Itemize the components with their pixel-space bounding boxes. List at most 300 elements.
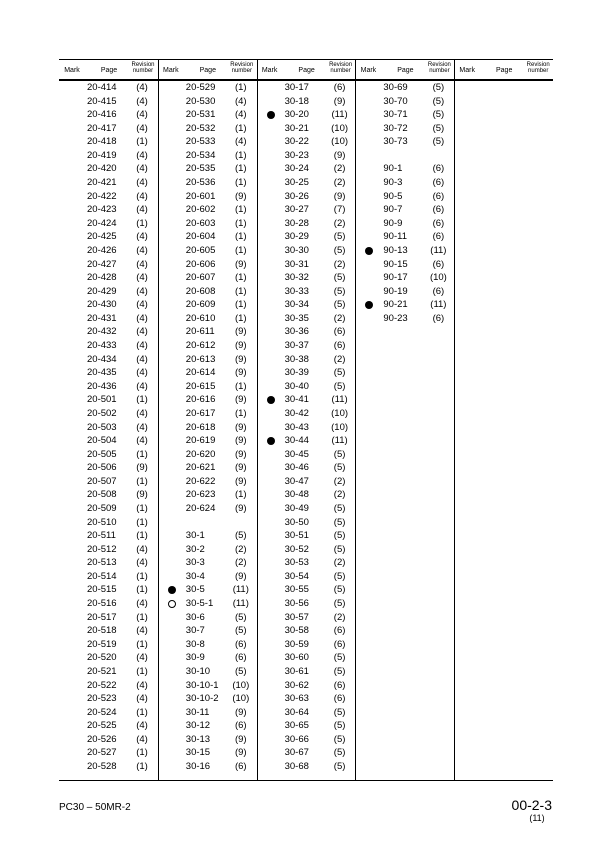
revision-number: (1) bbox=[234, 299, 247, 311]
footer-revision: (11) bbox=[529, 813, 545, 823]
revision-number: (1) bbox=[136, 530, 148, 542]
header-revision: Revision number bbox=[131, 62, 155, 74]
revision-number: (1) bbox=[234, 407, 247, 419]
revision-number: (1) bbox=[136, 761, 148, 772]
page-number: 20-521 bbox=[87, 665, 117, 677]
page-number: 20-502 bbox=[87, 407, 117, 419]
page-number: 20-520 bbox=[87, 652, 117, 664]
revision-number: (9) bbox=[234, 462, 247, 474]
page-number: 20-415 bbox=[87, 95, 117, 107]
page-number: 30-38 bbox=[284, 353, 309, 365]
header-revision: Revision number bbox=[329, 62, 353, 74]
page-number: 20-518 bbox=[87, 625, 117, 637]
page-number: 30-56 bbox=[284, 598, 309, 610]
table-top-rule bbox=[59, 59, 553, 60]
page-number: 90-13 bbox=[383, 244, 408, 256]
revision-number: (1) bbox=[234, 163, 247, 175]
revision-number: (6) bbox=[432, 190, 445, 202]
page-number: 30-37 bbox=[284, 340, 309, 352]
revision-number: (6) bbox=[333, 82, 346, 93]
revision-number: (4) bbox=[234, 109, 247, 121]
revision-number: (6) bbox=[333, 693, 346, 705]
revision-number: (6) bbox=[333, 679, 346, 691]
revision-number: (6) bbox=[234, 652, 247, 664]
page-number: 20-504 bbox=[87, 435, 117, 447]
page-number: 30-5-1 bbox=[185, 598, 214, 610]
page-number: 20-534 bbox=[185, 149, 216, 161]
page-number: 20-623 bbox=[185, 489, 216, 501]
page-number: 30-45 bbox=[284, 448, 309, 460]
page-number: 20-436 bbox=[87, 380, 117, 392]
page-number: 30-13 bbox=[185, 733, 211, 745]
page-number: 20-506 bbox=[87, 462, 117, 474]
page-number: 30-61 bbox=[284, 665, 309, 677]
revision-number: (11) bbox=[331, 435, 348, 447]
page-number: 20-517 bbox=[87, 611, 117, 623]
page-number: 20-527 bbox=[87, 747, 117, 759]
page-number: 20-423 bbox=[87, 204, 117, 216]
revision-number: (5) bbox=[333, 231, 346, 243]
revision-number: (5) bbox=[333, 272, 346, 284]
page-number: 20-414 bbox=[87, 82, 117, 93]
revision-number: (9) bbox=[234, 340, 247, 352]
revision-number: (1) bbox=[234, 82, 247, 93]
header-page: Page bbox=[397, 67, 414, 74]
revision-number: (4) bbox=[136, 598, 148, 610]
filled-bullet-icon bbox=[267, 437, 275, 445]
header-revision: Revision number bbox=[526, 62, 550, 74]
page-number: 30-34 bbox=[284, 299, 309, 311]
revision-number: (11) bbox=[430, 299, 447, 311]
revision-number: (5) bbox=[333, 516, 346, 528]
revision-number: (4) bbox=[136, 177, 148, 189]
revision-number: (9) bbox=[234, 570, 247, 582]
page-number: 90-9 bbox=[383, 217, 403, 229]
column-separator bbox=[454, 59, 455, 781]
revision-number: (4) bbox=[136, 367, 148, 379]
revision-number: (5) bbox=[333, 244, 346, 256]
revision-number: (9) bbox=[234, 502, 247, 514]
column-separator bbox=[158, 59, 159, 781]
revision-number: (6) bbox=[432, 204, 445, 216]
revision-number: (9) bbox=[234, 747, 247, 759]
revision-number: (9) bbox=[333, 190, 346, 202]
page-number: 30-44 bbox=[284, 435, 309, 447]
page-number: 20-421 bbox=[87, 177, 117, 189]
revision-number: (5) bbox=[234, 530, 247, 542]
revision-number: (9) bbox=[234, 394, 247, 406]
page-number: 20-514 bbox=[87, 570, 117, 582]
revision-number: (6) bbox=[333, 340, 346, 352]
header-mark: Mark bbox=[261, 67, 278, 74]
revision-number: (4) bbox=[136, 557, 148, 569]
page-number: 30-40 bbox=[284, 380, 309, 392]
revision-number: (2) bbox=[333, 163, 346, 175]
revision-number: (1) bbox=[136, 665, 148, 677]
revision-number: (4) bbox=[136, 109, 148, 121]
revision-number: (6) bbox=[432, 285, 445, 297]
revision-number: (1) bbox=[234, 312, 247, 324]
revision-number: (1) bbox=[234, 380, 247, 392]
page-number: 30-33 bbox=[284, 285, 309, 297]
revision-number: (1) bbox=[234, 231, 247, 243]
header-page: Page bbox=[496, 67, 513, 74]
page-number: 90-15 bbox=[383, 258, 408, 270]
page-number: 30-64 bbox=[284, 706, 309, 718]
page-number: 30-29 bbox=[284, 231, 309, 243]
revision-number: (5) bbox=[333, 761, 346, 772]
page-number: 30-30 bbox=[284, 244, 309, 256]
page-number: 20-526 bbox=[87, 733, 117, 745]
revision-number: (11) bbox=[331, 394, 348, 406]
revision-number: (9) bbox=[234, 706, 247, 718]
page-number: 20-621 bbox=[185, 462, 216, 474]
revision-number: (4) bbox=[136, 149, 148, 161]
page-number: 30-11 bbox=[185, 706, 210, 718]
revision-number: (1) bbox=[234, 272, 247, 284]
revision-number: (4) bbox=[136, 163, 148, 175]
page-number: 20-513 bbox=[87, 557, 117, 569]
revision-number: (5) bbox=[333, 584, 346, 596]
revision-number: (2) bbox=[333, 312, 346, 324]
revision-number: (5) bbox=[432, 122, 445, 134]
page-number: 20-605 bbox=[185, 244, 216, 256]
page-number: 20-604 bbox=[185, 231, 216, 243]
revision-number: (4) bbox=[136, 326, 148, 338]
revision-number: (11) bbox=[331, 109, 348, 121]
page-number: 20-619 bbox=[185, 435, 216, 447]
revision-number: (9) bbox=[234, 421, 247, 433]
page-number: 30-42 bbox=[284, 407, 309, 419]
page-number: 20-432 bbox=[87, 326, 117, 338]
page-number: 20-602 bbox=[185, 204, 216, 216]
revision-number: (9) bbox=[234, 326, 247, 338]
header-revision: Revision number bbox=[427, 62, 451, 74]
page-number: 30-71 bbox=[383, 109, 408, 121]
page-number: 30-4 bbox=[185, 570, 205, 582]
revision-number: (5) bbox=[234, 625, 247, 637]
page-number: 30-1 bbox=[185, 530, 205, 542]
page-number: 30-35 bbox=[284, 312, 309, 324]
page-number: 20-531 bbox=[185, 109, 216, 121]
page-number: 30-25 bbox=[284, 177, 309, 189]
page-number: 90-5 bbox=[383, 190, 403, 202]
page-number: 20-515 bbox=[87, 584, 117, 596]
revision-number: (5) bbox=[234, 611, 247, 623]
page-number: 30-27 bbox=[284, 204, 309, 216]
revision-number: (5) bbox=[432, 95, 445, 107]
page-number: 30-70 bbox=[383, 95, 408, 107]
revision-number: (2) bbox=[333, 217, 346, 229]
revision-number: (4) bbox=[136, 652, 148, 664]
page-number: 90-3 bbox=[383, 177, 403, 189]
revision-number: (5) bbox=[432, 109, 445, 121]
page-number: 20-622 bbox=[185, 475, 216, 487]
revision-number: (7) bbox=[333, 204, 346, 216]
page-number: 20-422 bbox=[87, 190, 117, 202]
column-separator bbox=[355, 59, 356, 781]
header-mark: Mark bbox=[64, 67, 80, 74]
revision-number: (6) bbox=[432, 177, 445, 189]
column-separator bbox=[257, 59, 258, 781]
page-number: 30-20 bbox=[284, 109, 309, 121]
revision-number: (9) bbox=[234, 475, 247, 487]
revision-number: (2) bbox=[333, 557, 346, 569]
page-number: 30-8 bbox=[185, 638, 205, 650]
page-number: 30-31 bbox=[284, 258, 309, 270]
revision-number: (1) bbox=[136, 502, 148, 514]
page-number: 30-49 bbox=[284, 502, 309, 514]
page-number: 90-1 bbox=[383, 163, 403, 175]
page-number: 30-67 bbox=[284, 747, 309, 759]
page-number: 20-434 bbox=[87, 353, 117, 365]
page-number: 20-606 bbox=[185, 258, 216, 270]
revision-number: (6) bbox=[432, 312, 445, 324]
revision-number: (4) bbox=[234, 95, 247, 107]
revision-number: (2) bbox=[333, 353, 346, 365]
revision-number: (2) bbox=[333, 177, 346, 189]
revision-number: (1) bbox=[136, 516, 148, 528]
header-mark: Mark bbox=[163, 67, 179, 74]
revision-number: (5) bbox=[333, 747, 346, 759]
page-number: 30-69 bbox=[383, 82, 408, 93]
revision-number: (6) bbox=[234, 761, 247, 772]
revision-number: (5) bbox=[333, 706, 346, 718]
page-number: 30-43 bbox=[284, 421, 309, 433]
revision-number: (1) bbox=[136, 584, 148, 596]
revision-number: (6) bbox=[333, 326, 346, 338]
revision-number: (4) bbox=[136, 733, 148, 745]
page-number: 30-15 bbox=[185, 747, 211, 759]
revision-number: (6) bbox=[432, 163, 445, 175]
revision-number: (5) bbox=[333, 720, 346, 732]
revision-number: (5) bbox=[432, 136, 445, 148]
revision-number: (9) bbox=[136, 489, 148, 501]
revision-number: (6) bbox=[234, 638, 247, 650]
page-number: 30-36 bbox=[284, 326, 309, 338]
page-number: 20-620 bbox=[185, 448, 216, 460]
page-number: 30-10-1 bbox=[185, 679, 219, 691]
revision-number: (1) bbox=[234, 177, 247, 189]
revision-number: (4) bbox=[136, 679, 148, 691]
page-number: 90-23 bbox=[383, 312, 408, 324]
header-revision: Revision number bbox=[230, 62, 254, 74]
revision-number: (1) bbox=[136, 706, 148, 718]
revision-number: (5) bbox=[333, 733, 346, 745]
page-number: 30-9 bbox=[185, 652, 205, 664]
page-number: 20-535 bbox=[185, 163, 216, 175]
page-number: 30-62 bbox=[284, 679, 309, 691]
revision-number: (9) bbox=[136, 462, 148, 474]
page-number: 30-66 bbox=[284, 733, 309, 745]
revision-number: (4) bbox=[136, 421, 148, 433]
revision-number: (4) bbox=[136, 353, 148, 365]
page-number: 20-612 bbox=[185, 340, 216, 352]
page-number: 30-10-2 bbox=[185, 693, 219, 705]
revision-number: (1) bbox=[234, 285, 247, 297]
page-number: 20-425 bbox=[87, 231, 117, 243]
page-number: 20-427 bbox=[87, 258, 117, 270]
page-number: 30-72 bbox=[383, 122, 408, 134]
revision-number: (5) bbox=[333, 380, 346, 392]
revision-number: (4) bbox=[136, 543, 148, 555]
filled-bullet-icon bbox=[168, 586, 176, 594]
page-number: 30-65 bbox=[284, 720, 309, 732]
page-number: 20-433 bbox=[87, 340, 117, 352]
page-number: 20-608 bbox=[185, 285, 216, 297]
revision-number: (1) bbox=[136, 638, 148, 650]
revision-number: (1) bbox=[136, 136, 148, 148]
revision-number: (1) bbox=[234, 149, 247, 161]
page-number: 30-6 bbox=[185, 611, 205, 623]
footer-page-number: 00-2-3 bbox=[511, 797, 552, 813]
page-number: 30-17 bbox=[284, 82, 309, 93]
page-number: 20-624 bbox=[185, 502, 216, 514]
revision-number: (2) bbox=[333, 611, 346, 623]
page-number: 20-418 bbox=[87, 136, 117, 148]
revision-number: (2) bbox=[333, 475, 346, 487]
page-number: 20-429 bbox=[87, 285, 117, 297]
revision-number: (5) bbox=[432, 82, 445, 93]
open-bullet-icon bbox=[168, 600, 176, 608]
revision-number: (5) bbox=[333, 598, 346, 610]
page-number: 30-47 bbox=[284, 475, 309, 487]
revision-number: (1) bbox=[136, 475, 148, 487]
page-number: 30-21 bbox=[284, 122, 309, 134]
revision-number: (9) bbox=[333, 149, 346, 161]
page-number: 20-616 bbox=[185, 394, 216, 406]
revision-number: (1) bbox=[136, 217, 148, 229]
page-number: 30-63 bbox=[284, 693, 309, 705]
revision-number: (6) bbox=[432, 231, 445, 243]
page-number: 20-609 bbox=[185, 299, 216, 311]
page-number: 20-522 bbox=[87, 679, 117, 691]
revision-number: (6) bbox=[333, 638, 346, 650]
page-number: 20-505 bbox=[87, 448, 117, 460]
filled-bullet-icon bbox=[365, 301, 373, 309]
page-number: 20-525 bbox=[87, 720, 117, 732]
revision-number: (4) bbox=[136, 258, 148, 270]
revision-number: (4) bbox=[234, 136, 247, 148]
revision-number: (1) bbox=[136, 570, 148, 582]
page-number: 30-39 bbox=[284, 367, 309, 379]
revision-number: (5) bbox=[333, 299, 346, 311]
revision-number: (1) bbox=[234, 489, 247, 501]
revision-number: (5) bbox=[333, 530, 346, 542]
header-mark: Mark bbox=[360, 67, 377, 74]
page-number: 20-529 bbox=[185, 82, 216, 93]
revision-number: (4) bbox=[136, 231, 148, 243]
page-number: 30-68 bbox=[284, 761, 309, 772]
page-number: 20-523 bbox=[87, 693, 117, 705]
revision-number: (4) bbox=[136, 312, 148, 324]
page-number: 20-416 bbox=[87, 109, 117, 121]
revision-number: (4) bbox=[136, 285, 148, 297]
revision-number: (4) bbox=[136, 82, 148, 93]
page-number: 20-508 bbox=[87, 489, 117, 501]
revision-number: (4) bbox=[136, 693, 148, 705]
page-number: 30-73 bbox=[383, 136, 408, 148]
page-number: 30-58 bbox=[284, 625, 309, 637]
revision-number: (9) bbox=[234, 258, 247, 270]
page-number: 20-603 bbox=[185, 217, 216, 229]
page-number: 30-57 bbox=[284, 611, 309, 623]
page-number: 20-510 bbox=[87, 516, 117, 528]
page-number: 30-60 bbox=[284, 652, 309, 664]
header-page: Page bbox=[100, 67, 118, 74]
page-number: 20-524 bbox=[87, 706, 117, 718]
page-number: 20-516 bbox=[87, 598, 117, 610]
page-number: 20-424 bbox=[87, 217, 117, 229]
page-number: 90-7 bbox=[383, 204, 403, 216]
page-number: 20-601 bbox=[185, 190, 216, 202]
page-number: 30-41 bbox=[284, 394, 309, 406]
revision-number: (10) bbox=[232, 679, 250, 691]
filled-bullet-icon bbox=[267, 111, 275, 119]
header-mark: Mark bbox=[459, 67, 475, 74]
page-number: 30-22 bbox=[284, 136, 309, 148]
revision-number: (4) bbox=[136, 407, 148, 419]
revision-number: (5) bbox=[333, 367, 346, 379]
page-number: 30-51 bbox=[284, 530, 309, 542]
revision-number: (6) bbox=[234, 720, 247, 732]
page-number: 20-503 bbox=[87, 421, 117, 433]
page-number: 20-509 bbox=[87, 502, 117, 514]
revision-number: (6) bbox=[333, 625, 346, 637]
page-number: 90-17 bbox=[383, 272, 408, 284]
revision-number: (1) bbox=[234, 217, 247, 229]
page-number: 20-618 bbox=[185, 421, 216, 433]
revision-number: (9) bbox=[234, 435, 247, 447]
revision-number: (5) bbox=[333, 543, 346, 555]
revision-number: (4) bbox=[136, 95, 148, 107]
page-number: 30-18 bbox=[284, 95, 309, 107]
header-page: Page bbox=[298, 67, 315, 74]
revision-table bbox=[59, 59, 553, 781]
page-number: 30-32 bbox=[284, 272, 309, 284]
revision-number: (4) bbox=[136, 720, 148, 732]
revision-number: (9) bbox=[234, 448, 247, 460]
revision-number: (1) bbox=[234, 122, 247, 134]
page-number: 20-419 bbox=[87, 149, 117, 161]
footer-model: PC30 – 50MR-2 bbox=[59, 802, 131, 813]
page-number: 20-501 bbox=[87, 394, 117, 406]
revision-number: (10) bbox=[331, 122, 349, 134]
page-number: 30-50 bbox=[284, 516, 309, 528]
page-number: 20-417 bbox=[87, 122, 117, 134]
revision-number: (4) bbox=[136, 204, 148, 216]
page-number: 20-430 bbox=[87, 299, 117, 311]
revision-number: (1) bbox=[136, 611, 148, 623]
revision-number: (10) bbox=[331, 407, 349, 419]
revision-number: (4) bbox=[136, 625, 148, 637]
page-number: 20-435 bbox=[87, 367, 117, 379]
revision-number: (2) bbox=[333, 258, 346, 270]
page-number: 20-615 bbox=[185, 380, 216, 392]
filled-bullet-icon bbox=[365, 247, 373, 255]
page-number: 20-428 bbox=[87, 272, 117, 284]
page-number: 90-11 bbox=[383, 231, 407, 243]
page-number: 30-23 bbox=[284, 149, 309, 161]
header-page: Page bbox=[199, 67, 216, 74]
page-number: 20-611 bbox=[185, 326, 215, 338]
page-number: 30-46 bbox=[284, 462, 309, 474]
revision-number: (5) bbox=[333, 462, 346, 474]
revision-number: (5) bbox=[234, 665, 247, 677]
revision-number: (4) bbox=[136, 435, 148, 447]
revision-number: (4) bbox=[136, 122, 148, 134]
page-number: 30-5 bbox=[185, 584, 205, 596]
